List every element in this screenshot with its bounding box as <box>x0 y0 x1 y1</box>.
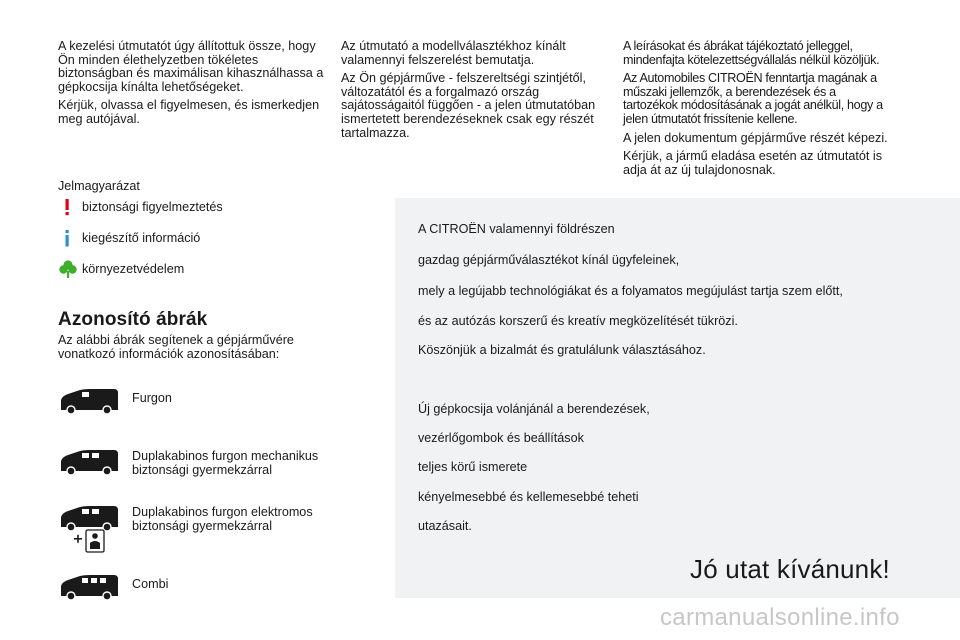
section-heading: Azonosító ábrák <box>58 309 208 330</box>
vehicle-label: Combi <box>132 577 169 591</box>
legend-item-label: kiegészítő információ <box>82 231 201 245</box>
welcome-line: vezérlőgombok és beállítások <box>418 431 584 445</box>
vehicle-label: Duplakabinos furgon mechanikus biztonsági gyermekzárral <box>132 449 319 477</box>
environment-tree-icon <box>58 259 78 279</box>
vehicle-label: Duplakabinos furgon elektromos biztonsági gyermekzárral <box>132 505 313 533</box>
intro-paragraph: A kezelési útmutatót úgy állítottuk össze, hogy Ön minden élethelyzetben tökéletes biztonságban és maximálisan kihasználhassa a gépkocsija kínálta lehetőségeket. <box>58 39 324 94</box>
watermark: carmanualsonline.info <box>660 604 900 631</box>
welcome-line: gazdag gépjárműválasztékot kínál ügyfeleinek, <box>418 253 680 267</box>
welcome-line: A CITROËN valamennyi földrészen <box>418 222 615 236</box>
intro-column-1 <box>58 40 330 127</box>
intro-paragraph: A jelen dokumentum gépjárműve részét képezi. <box>623 130 888 145</box>
crew-cab-van-icon <box>58 449 120 475</box>
intro-column-3 <box>623 40 893 177</box>
intro-paragraph: A leírásokat és ábrákat tájékoztató jelleggel, mindenfajta kötelezettségvállalás nélkül közöljük. <box>623 39 880 67</box>
welcome-line: és az autózás korszerű és kreatív megközelítését tükrözi. <box>418 314 738 328</box>
intro-column-2 <box>341 40 611 140</box>
welcome-line: utazásait. <box>418 519 472 533</box>
info-i-icon <box>58 228 78 248</box>
legend-item-label: biztonsági figyelmeztetés <box>82 200 223 214</box>
section-intro: Az alábbi ábrák segítenek a gépjárművére vonatkozó információk azonosításában: <box>58 333 294 361</box>
intro-paragraph: Az Automobiles CITROËN fenntartja magának a műszaki jellemzők, a berendezések és a tartozékok módosításának a jogát anélkül, hogy a jelen útmutatót frissítenie kellene. <box>623 71 883 126</box>
legend <box>58 179 358 276</box>
welcome-line: kényelmesebbé és kellemesebbé teheti <box>418 490 639 504</box>
welcome-line: Köszönjük a bizalmát és gratulálunk választásához. <box>418 343 706 357</box>
vehicle-label: Furgon <box>132 391 172 405</box>
warning-exclamation-icon <box>58 197 78 217</box>
intro-paragraph: Kérjük, olvassa el figyelmesen, és ismerkedjen meg autójával. <box>58 98 320 126</box>
welcome-line: teljes körű ismerete <box>418 460 528 474</box>
combi-icon <box>58 574 120 600</box>
closing-greeting: Jó utat kívánunk! <box>690 554 890 584</box>
crew-cab-van-electric-lock-icon <box>58 505 120 555</box>
legend-title: Jelmagyarázat <box>58 179 140 193</box>
identification-section <box>58 309 348 361</box>
welcome-panel <box>395 198 960 598</box>
legend-item-label: környezetvédelem <box>82 262 185 276</box>
intro-paragraph: Az útmutató a modellválasztékhoz kínált valamennyi felszerelést bemutatja. <box>341 39 566 67</box>
welcome-line: Új gépkocsija volánjánál a berendezések, <box>418 402 650 416</box>
welcome-line: mely a legújabb technológiákat és a folyamatos megújulást tartja szem előtt, <box>418 284 843 298</box>
intro-paragraph: Kérjük, a jármű eladása esetén az útmutatót is adja át az új tulajdonosnak. <box>623 149 883 177</box>
van-icon <box>58 388 120 414</box>
intro-paragraph: Az Ön gépjárműve - felszereltségi szintjétől, változatától és a forgalmazó ország sajátosságaitól függően - a jelen útmutatóban ismertetett berendezéseknek csak egy részét tartalmazza. <box>341 71 596 140</box>
